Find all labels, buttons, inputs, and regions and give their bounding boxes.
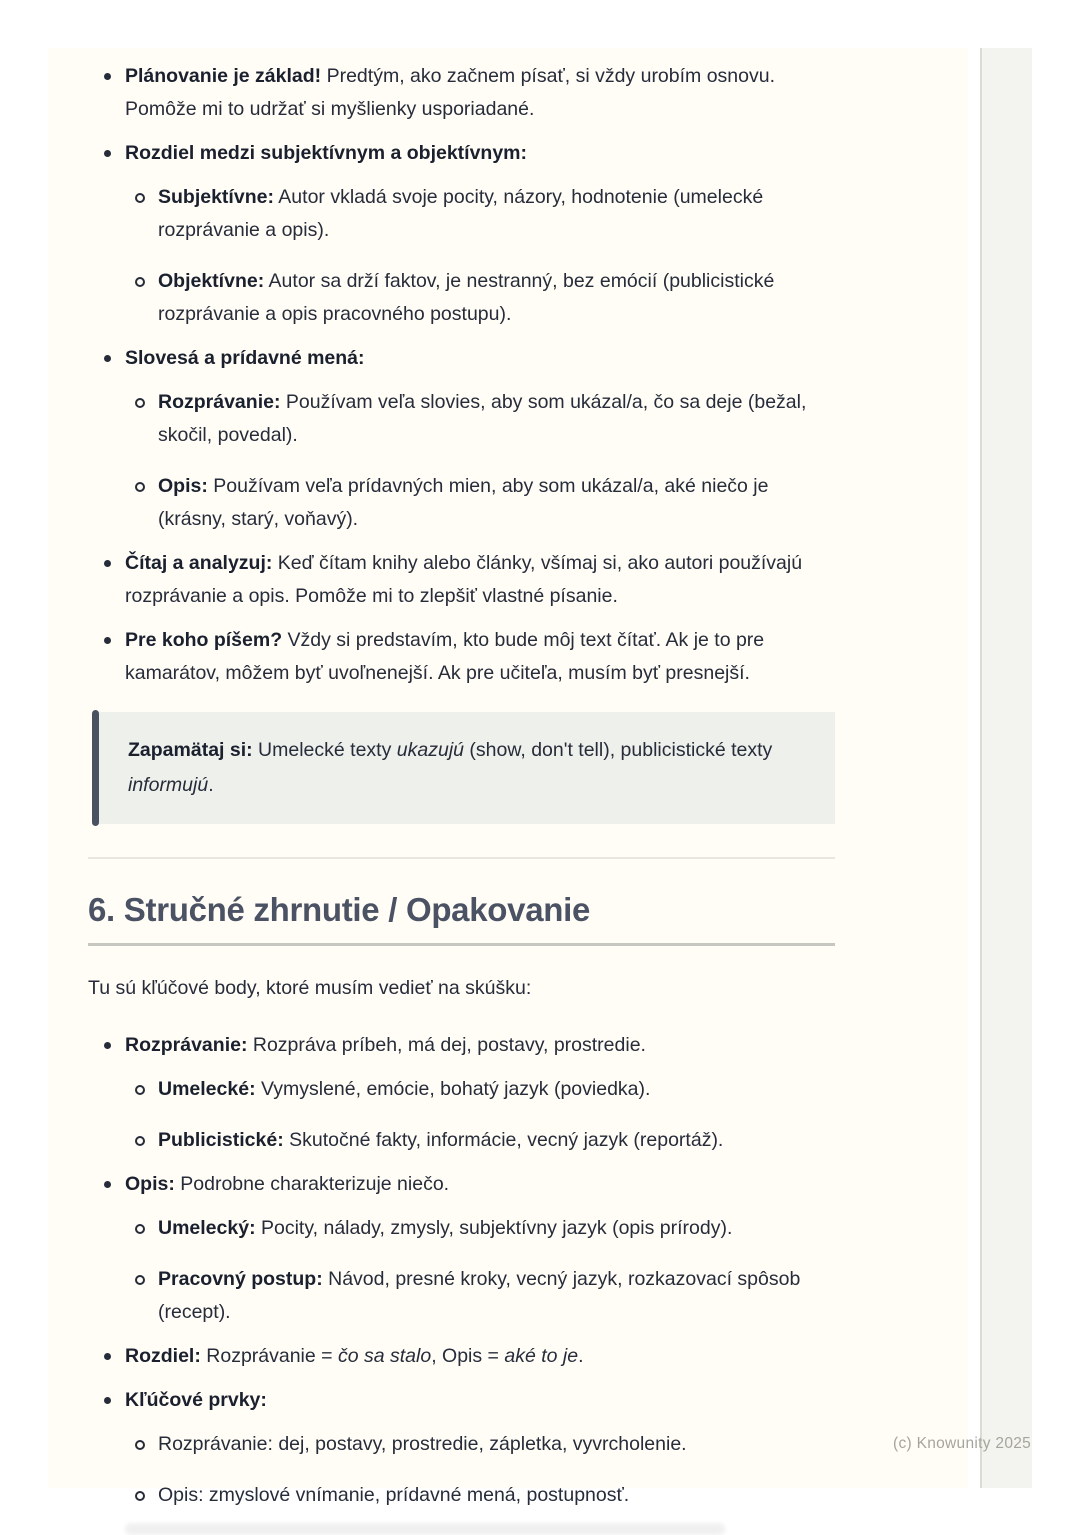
callout-lead: Zapamätaj si: bbox=[128, 739, 253, 761]
body-text: Podrobne charakterizuje niečo. bbox=[174, 1173, 450, 1195]
sub-list-item bbox=[125, 181, 835, 247]
list-item bbox=[88, 60, 835, 126]
sub-list-item bbox=[125, 1073, 835, 1106]
body-text: Autor vkladá svoje pocity, názory, hodnotenie (umelecké rozprávanie a opis). bbox=[158, 186, 764, 241]
circle-bullet-icon bbox=[135, 1136, 145, 1146]
item-lead: Čítaj a analyzuj: bbox=[125, 552, 273, 574]
copyright-watermark: (c) Knowunity 2025 bbox=[893, 1435, 1032, 1452]
sub-list bbox=[125, 1073, 835, 1157]
item-lead: Publicistické: bbox=[158, 1129, 284, 1151]
item-lead: Opis: bbox=[158, 475, 208, 497]
disc-bullet-icon bbox=[104, 637, 111, 644]
item-lead: Kľúčové prvky: bbox=[125, 1389, 267, 1411]
section-heading: 6. Stručné zhrnutie / Opakovanie bbox=[88, 891, 591, 928]
body-text: Predtým, ako začnem písať, si vždy urobím osnovu. Pomôže mi to udržať si myšlienky usporiadané. bbox=[125, 65, 776, 120]
body-text: Autor sa drží faktov, je nestranný, bez emócií (publicistické rozprávanie a opis pracovného postupu). bbox=[158, 270, 775, 325]
item-lead: Umelecké: bbox=[158, 1078, 256, 1100]
callout-box bbox=[92, 712, 835, 824]
heading-underline bbox=[88, 943, 835, 946]
italic-text: ukazujú bbox=[396, 739, 464, 761]
circle-bullet-icon bbox=[135, 398, 145, 408]
italic-text: aké to je bbox=[504, 1345, 579, 1367]
body-text: Pocity, nálady, zmysly, subjektívny jazyk (opis prírody). bbox=[255, 1217, 733, 1239]
item-lead: Slovesá a prídavné mená: bbox=[125, 347, 365, 369]
summary-list bbox=[88, 1029, 835, 1512]
item-lead: Umelecký: bbox=[158, 1217, 256, 1239]
circle-bullet-icon bbox=[135, 482, 145, 492]
document-page bbox=[48, 48, 968, 1506]
sub-list bbox=[125, 386, 835, 536]
list-item bbox=[88, 547, 835, 613]
list-item bbox=[88, 1384, 835, 1512]
tips-list bbox=[88, 60, 835, 690]
body-text: Rozprávanie: dej, postavy, prostredie, zápletka, vyvrcholenie. bbox=[158, 1433, 687, 1455]
item-lead: Objektívne: bbox=[158, 270, 265, 292]
sub-list-item bbox=[125, 1212, 835, 1245]
disc-bullet-icon bbox=[104, 73, 111, 80]
circle-bullet-icon bbox=[135, 1085, 145, 1095]
item-lead: Plánovanie je základ! bbox=[125, 65, 322, 87]
disc-bullet-icon bbox=[104, 1042, 111, 1049]
sub-list bbox=[125, 181, 835, 331]
body-text: Vymyslené, emócie, bohatý jazyk (poviedka). bbox=[255, 1078, 651, 1100]
circle-bullet-icon bbox=[135, 1440, 145, 1450]
sub-list-item bbox=[125, 265, 835, 331]
body-text: Používam veľa slovies, aby som ukázal/a, čo sa deje (bežal, skočil, povedal). bbox=[158, 391, 807, 446]
disc-bullet-icon bbox=[104, 1181, 111, 1188]
item-lead: Opis: bbox=[125, 1173, 175, 1195]
sub-list bbox=[125, 1212, 835, 1329]
section-divider bbox=[88, 857, 835, 859]
disc-bullet-icon bbox=[104, 150, 111, 157]
item-lead: Rozprávanie: bbox=[158, 391, 281, 413]
sub-list-item bbox=[125, 1263, 835, 1329]
body-text: Používam veľa prídavných mien, aby som ukázal/a, aké niečo je (krásny, starý, voňavý). bbox=[158, 475, 769, 530]
item-lead: Subjektívne: bbox=[158, 186, 274, 208]
sub-list bbox=[125, 1428, 835, 1512]
document-content bbox=[48, 48, 880, 1535]
body-text: Vždy si predstavím, kto bude môj text čítať. Ak je to pre kamarátov, môžem byť uvoľnenejší. Ak pre učiteľa, musím byť presnejší. bbox=[125, 629, 765, 684]
sub-list-item bbox=[125, 470, 835, 536]
italic-text: informujú bbox=[128, 774, 209, 796]
circle-bullet-icon bbox=[135, 1224, 145, 1234]
circle-bullet-icon bbox=[135, 193, 145, 203]
disc-bullet-icon bbox=[104, 355, 111, 362]
body-text: Rozpráva príbeh, má dej, postavy, prostredie. bbox=[247, 1034, 646, 1056]
item-lead: Rozprávanie: bbox=[125, 1034, 248, 1056]
list-item bbox=[88, 1029, 835, 1157]
item-lead: Rozdiel medzi subjektívnym a objektívnym: bbox=[125, 142, 528, 164]
list-item bbox=[88, 1168, 835, 1329]
sub-list-item bbox=[125, 1124, 835, 1157]
item-lead: Pre koho píšem? bbox=[125, 629, 283, 651]
list-item bbox=[88, 137, 835, 331]
circle-bullet-icon bbox=[135, 1491, 145, 1501]
item-lead: Rozdiel: bbox=[125, 1345, 201, 1367]
circle-bullet-icon bbox=[135, 1275, 145, 1285]
italic-text: čo sa stalo bbox=[337, 1345, 432, 1367]
disc-bullet-icon bbox=[104, 1397, 111, 1404]
body-text: Umelecké texty bbox=[252, 739, 397, 761]
body-text: (show, don't tell), publicistické texty bbox=[464, 739, 773, 761]
faded-cutoff-text bbox=[125, 1523, 725, 1535]
disc-bullet-icon bbox=[104, 560, 111, 567]
body-text: . bbox=[578, 1345, 584, 1367]
disc-bullet-icon bbox=[104, 1353, 111, 1360]
list-item bbox=[88, 1340, 835, 1373]
body-text: , Opis = bbox=[431, 1345, 505, 1367]
body-text: Opis: zmyslové vnímanie, prídavné mená, postupnosť. bbox=[158, 1484, 630, 1506]
callout-accent-bar bbox=[92, 710, 99, 826]
section-intro: Tu sú kľúčové body, ktoré musím vedieť na skúšku: bbox=[88, 977, 532, 999]
sub-list-item bbox=[125, 1428, 835, 1461]
sub-list-item bbox=[125, 1479, 835, 1512]
body-text: Návod, presné kroky, vecný jazyk, rozkazovací spôsob (recept). bbox=[158, 1268, 801, 1323]
body-text: . bbox=[208, 774, 214, 796]
body-text: Keď čítam knihy alebo články, všímaj si, ako autori používajú rozprávanie a opis. Pomôže mi to zlepšiť vlastné písanie. bbox=[125, 552, 803, 607]
circle-bullet-icon bbox=[135, 277, 145, 287]
next-page-edge bbox=[980, 48, 1032, 1488]
list-item bbox=[88, 342, 835, 536]
body-text: Skutočné fakty, informácie, vecný jazyk (reportáž). bbox=[283, 1129, 724, 1151]
body-text: Rozprávanie = bbox=[200, 1345, 338, 1367]
sub-list-item bbox=[125, 386, 835, 452]
item-lead: Pracovný postup: bbox=[158, 1268, 323, 1290]
list-item bbox=[88, 624, 835, 690]
